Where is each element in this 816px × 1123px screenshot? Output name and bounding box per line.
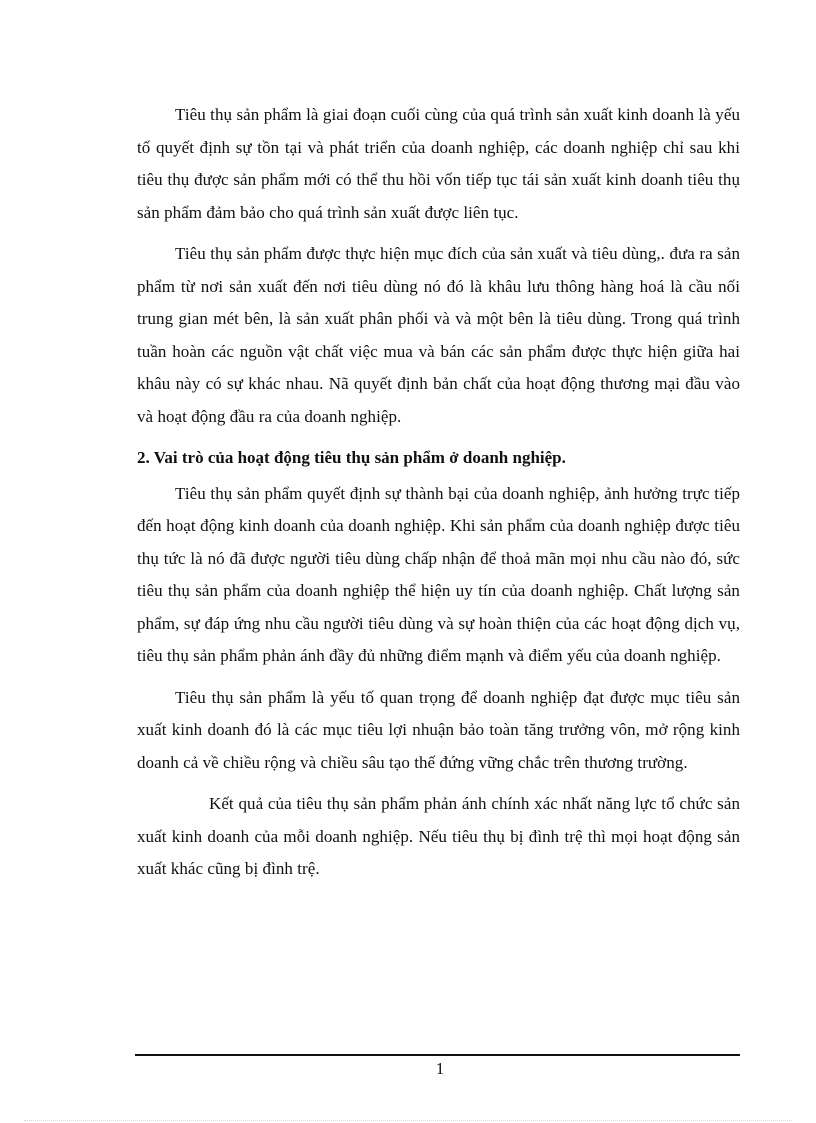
section-heading: 2. Vai trò của hoạt động tiêu thụ sản phẩm ở doanh nghiệp. bbox=[137, 448, 566, 467]
footer-rule bbox=[135, 1054, 740, 1056]
paragraph-role-goals: Tiêu thụ sản phẩm là yếu tố quan trọng để doanh nghiệp đạt được mục tiêu sản xuất kinh doanh đó là các mục tiêu lợi nhuận bảo toàn tăng trưởng vôn, mở rộng kinh doanh cả về chiều rộng và chiều sâu tạo thế đứng vững chắc trên thương trường. bbox=[137, 687, 740, 772]
paragraph-consumption-purpose: Tiêu thụ sản phẩm được thực hiện mục đích của sản xuất và tiêu dùng,. đưa ra sản phẩm từ nơi sản xuất đến nơi tiêu dùng nó đó là khâu lưu thông hàng hoá là cầu nối trung gian mét bên, là sản xuất phân phối và và một bên là tiêu dùng. Trong quá trình tuần hoàn các nguồn vật chất việc mua và bán các sản phẩm được thực hiện giữa hai khâu này có sự khác nhau. Nã quyết định bản chất của hoạt động thương mại đầu vào và hoạt động đầu ra của doanh nghiệp. bbox=[137, 244, 740, 426]
paragraph-consumption-stage: Tiêu thụ sản phẩm là giai đoạn cuối cùng của quá trình sản xuất kinh doanh là yếu tố quyết định sự tồn tại và phát triển của doanh nghiệp, các doanh nghiệp chỉ sau khi tiêu thụ được sản phẩm mới có thể thu hồi vốn tiếp tục tái sản xuất kinh doanh tiêu thụ sản phẩm đảm bảo cho quá trình sản xuất được liên tục. bbox=[137, 105, 740, 222]
paragraph-role-results: Kết quả của tiêu thụ sản phẩm phản ánh chính xác nhất năng lực tổ chức sản xuất kinh doanh của mỗi doanh nghiệp. Nếu tiêu thụ bị đình trệ thì mọi hoạt động sản xuất khác cũng bị đình trệ. bbox=[137, 794, 740, 878]
page-number: 1 bbox=[435, 1059, 445, 1078]
document-body bbox=[137, 99, 740, 895]
page-bottom-border bbox=[24, 1120, 792, 1121]
paragraph-role-success: Tiêu thụ sản phẩm quyết định sự thành bại của doanh nghiệp, ảnh hưởng trực tiếp đến hoạt động kinh doanh của doanh nghiệp. Khi sản phẩm của doanh nghiệp được tiêu thụ tức là nó đã được người tiêu dùng chấp nhận để thoả mãn mọi nhu cầu nào đó, sức tiêu thụ sản phẩm của doanh nghiệp thể hiện uy tín của doanh nghiệp. Chất lượng sản phẩm, sự đáp ứng nhu cầu người tiêu dùng và sự hoàn thiện của các hoạt động dịch vụ, tiêu thụ sản phẩm phản ánh đầy đủ những điểm mạnh và điểm yếu của doanh nghiệp. bbox=[137, 483, 740, 665]
